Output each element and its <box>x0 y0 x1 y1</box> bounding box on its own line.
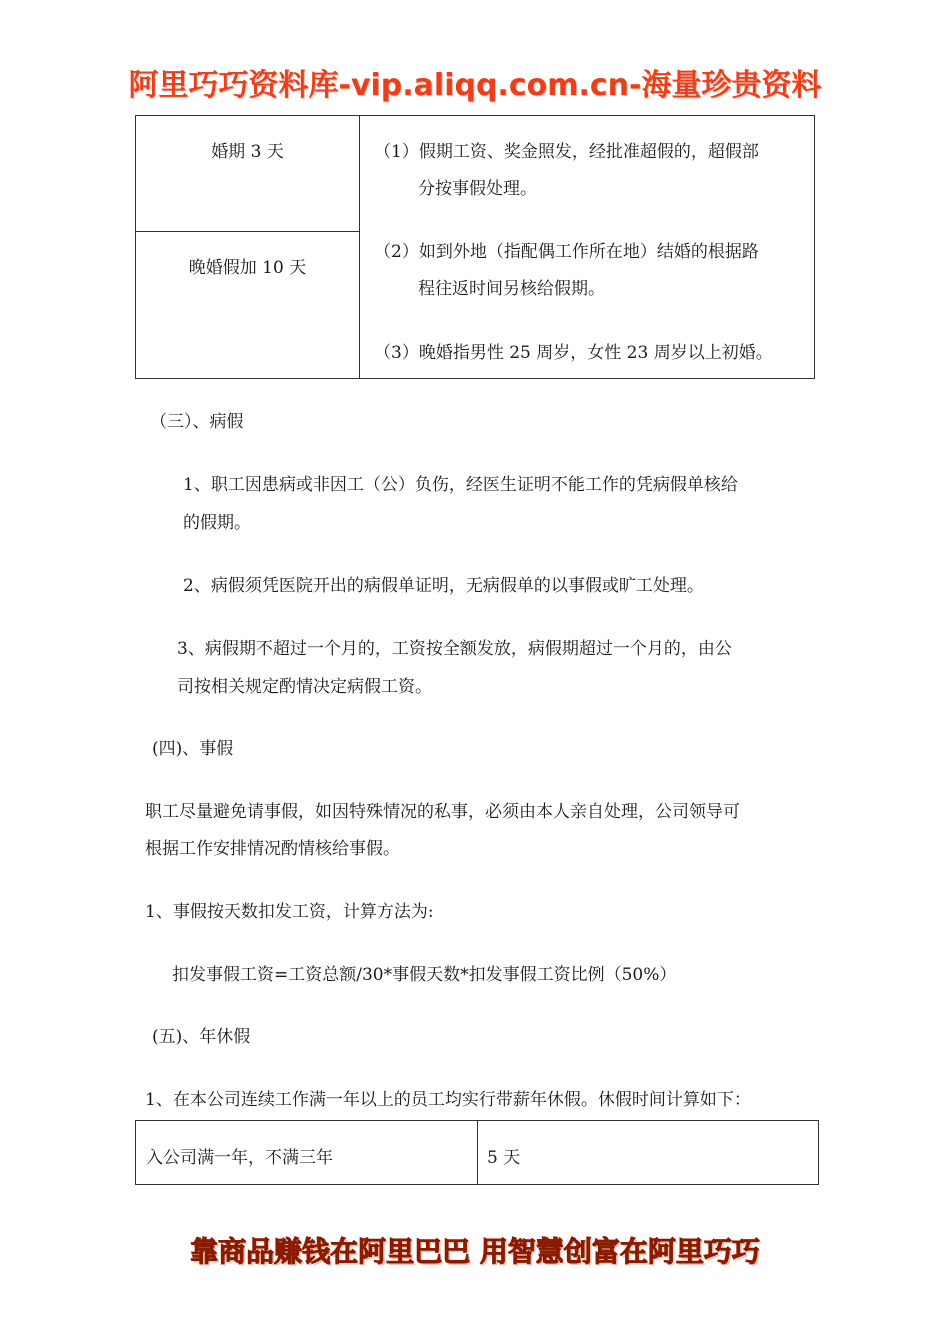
leave-days-cell: 5 天 <box>487 1148 521 1168</box>
personal-leave-heading: (四)、事假 <box>152 739 234 759</box>
sick-leave-item-3: 3、病假期不超过一个月的，工资按全额发放，病假期超过一个月的，由公 <box>177 639 732 659</box>
note-line: 程往返时间另核给假期。 <box>418 279 605 299</box>
sick-leave-item-3-cont: 司按相关规定酌情决定病假工资。 <box>177 677 432 697</box>
footer-banner: 靠商品赚钱在阿里巴巴 用智慧创富在阿里巧巧 <box>190 1235 760 1268</box>
personal-leave-intro: 职工尽量避免请事假，如因特殊情况的私事，必须由本人亲自处理，公司领导可 <box>145 802 740 822</box>
table-column-divider <box>359 116 360 378</box>
late-marriage-leave-cell: 晚婚假加 10 天 <box>188 258 307 278</box>
header-banner: 阿里巧巧资料库-vip.aliqq.com.cn-海量珍贵资料 <box>128 68 822 103</box>
marriage-leave-days-cell: 婚期 3 天 <box>211 142 284 162</box>
table-row-divider <box>136 231 359 232</box>
personal-leave-formula: 扣发事假工资=工资总额/30*事假天数*扣发事假工资比例（50%） <box>172 965 677 985</box>
note-line: 分按事假处理。 <box>418 179 537 199</box>
sick-leave-item-1: 1、职工因患病或非因工（公）负伤，经医生证明不能工作的凭病假单核给 <box>183 475 738 495</box>
sick-leave-item-2: 2、病假须凭医院开出的病假单证明，无病假单的以事假或旷工处理。 <box>183 576 704 596</box>
note-line: （1）假期工资、奖金照发，经批准超假的，超假部 <box>374 142 759 162</box>
note-line: （3）晚婚指男性 25 周岁，女性 23 周岁以上初婚。 <box>374 343 773 363</box>
note-line: （2）如到外地（指配偶工作所在地）结婚的根据路 <box>374 242 759 262</box>
sick-leave-item-1-cont: 的假期。 <box>183 513 251 533</box>
annual-leave-item-1: 1、在本公司连续工作满一年以上的员工均实行带薪年休假。休假时间计算如下： <box>145 1090 751 1110</box>
table-column-divider <box>477 1121 478 1184</box>
sick-leave-heading: （三）、病假 <box>150 412 244 432</box>
personal-leave-item-1: 1、事假按天数扣发工资，计算方法为: <box>145 902 434 922</box>
marriage-leave-table <box>135 115 815 379</box>
tenure-condition-cell: 入公司满一年，不满三年 <box>146 1148 333 1168</box>
annual-leave-table <box>135 1120 819 1185</box>
annual-leave-heading: (五)、年休假 <box>152 1027 251 1047</box>
personal-leave-intro-cont: 根据工作安排情况酌情核给事假。 <box>145 839 400 859</box>
